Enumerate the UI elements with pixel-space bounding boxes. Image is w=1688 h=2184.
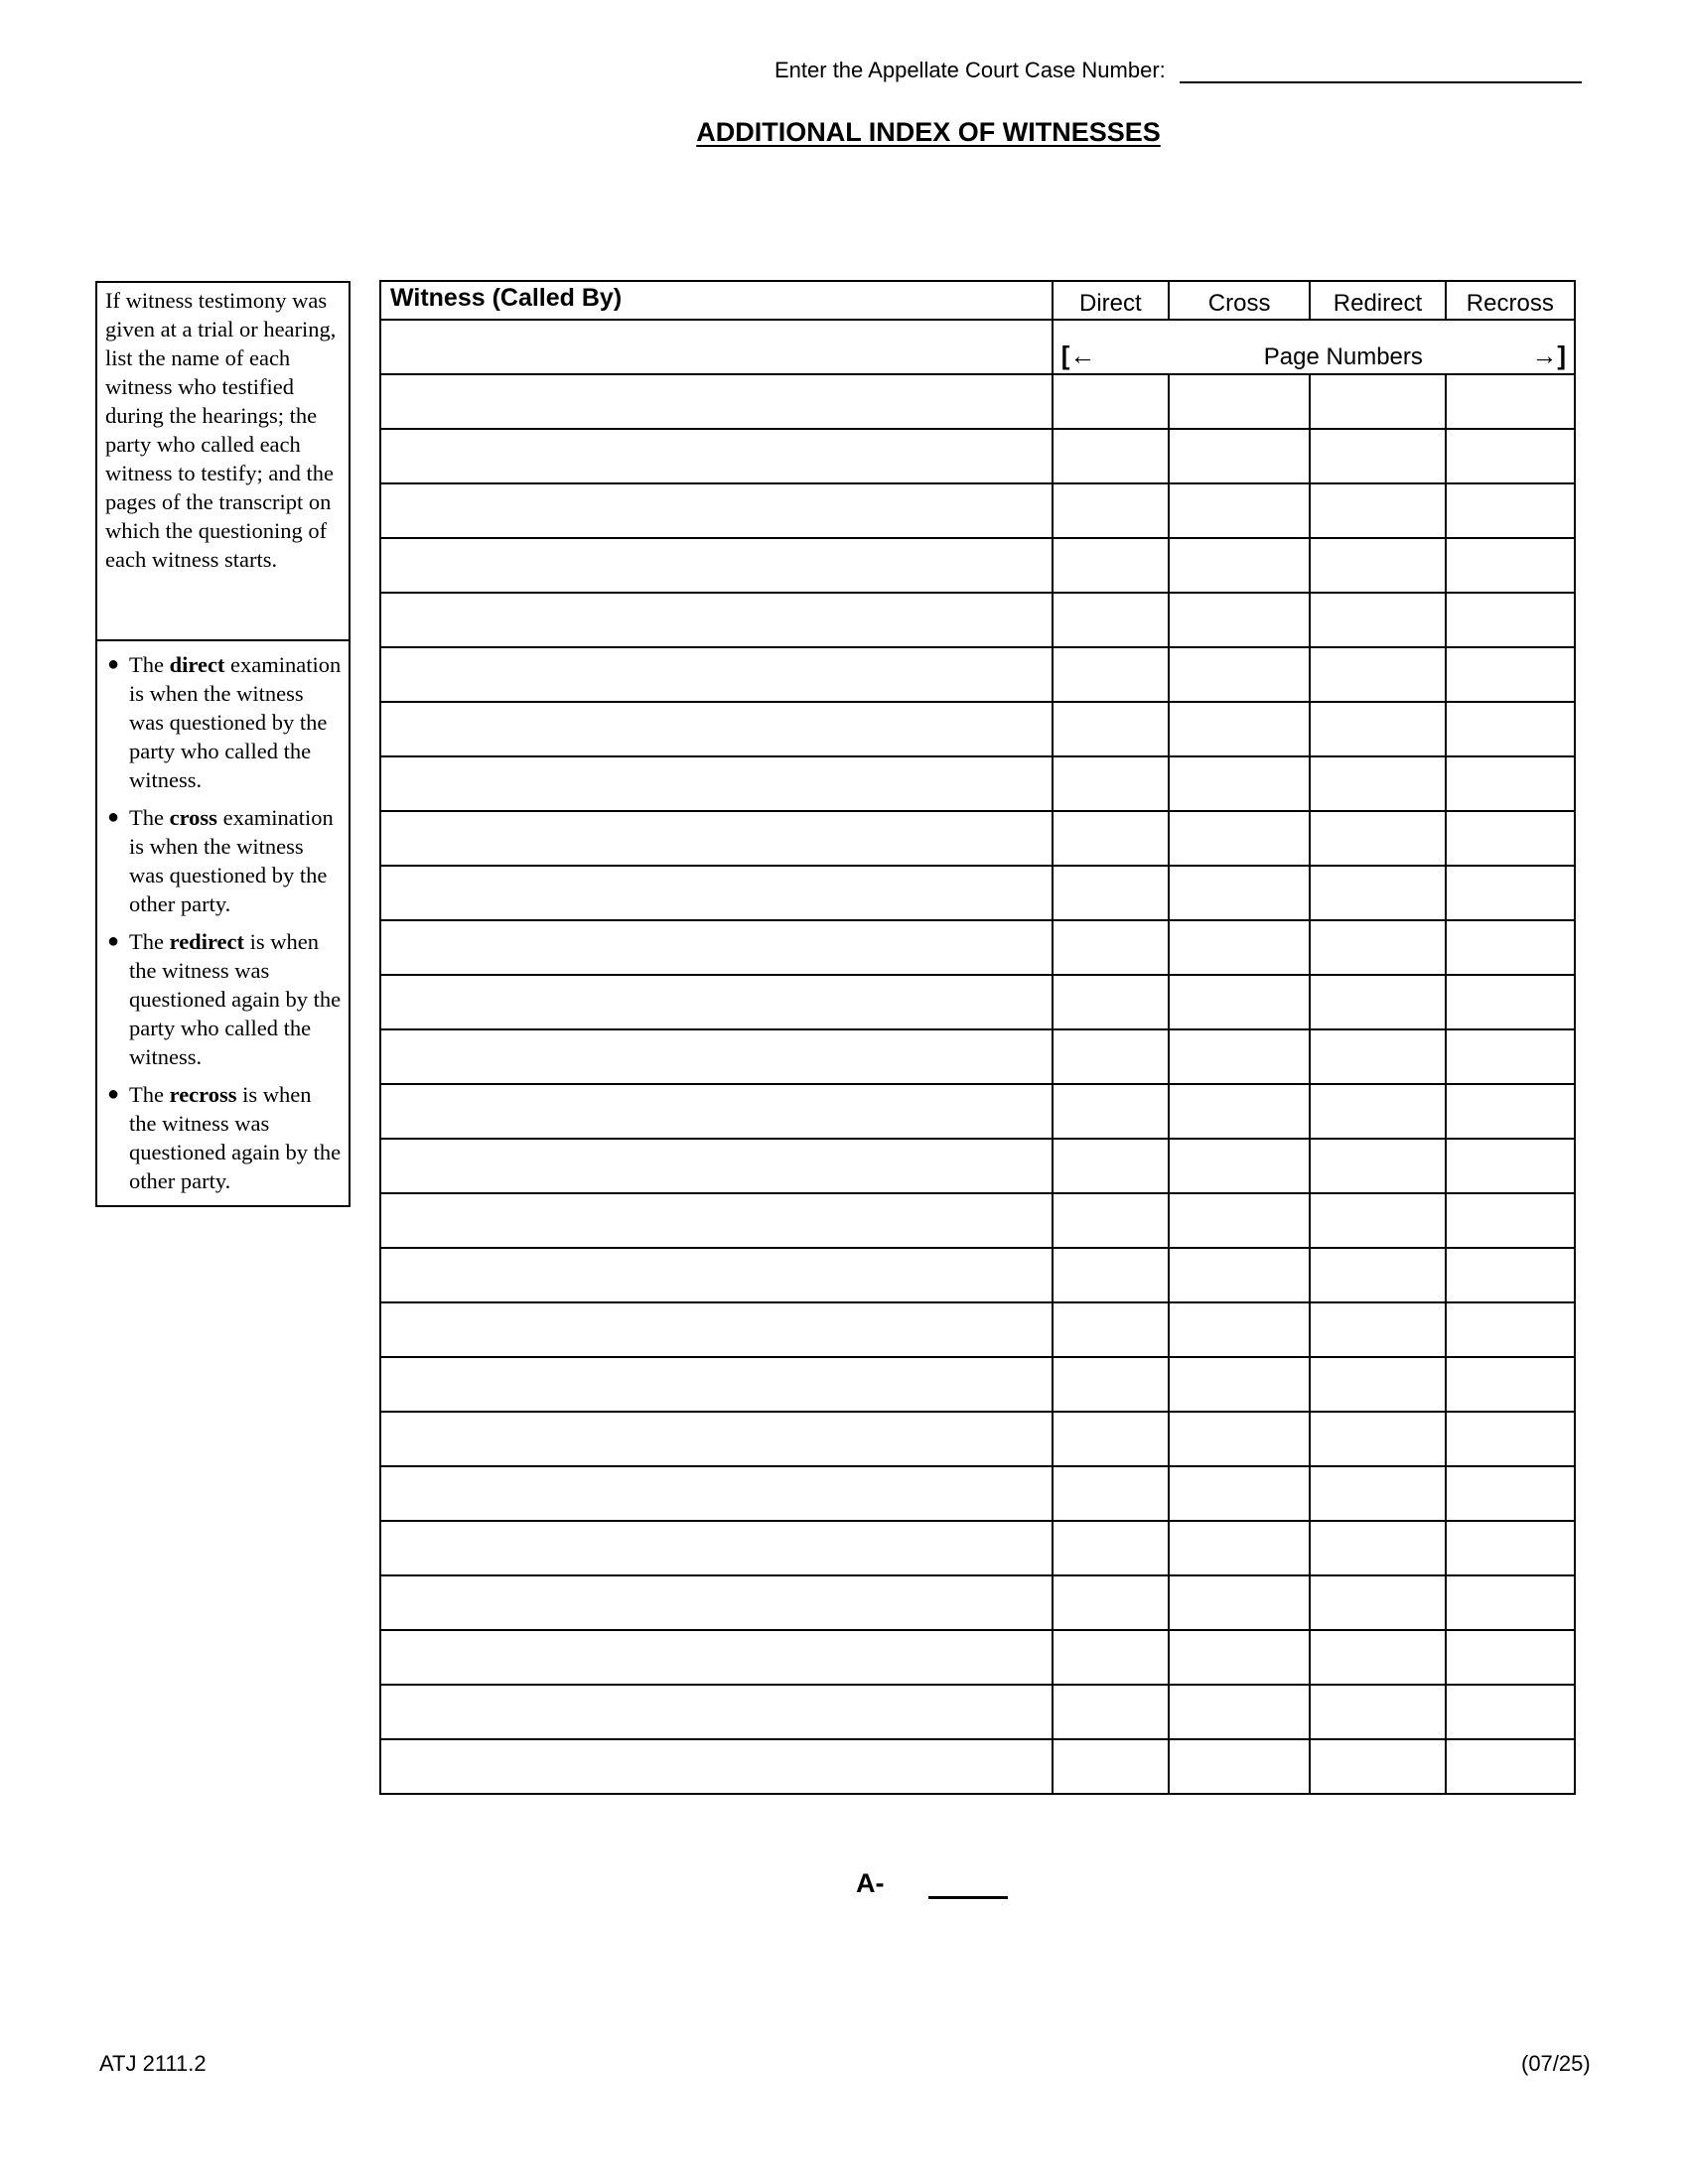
recross-page-cell[interactable] (1446, 975, 1575, 1029)
definition-redirect: ● The redirect is when the witness was questioned again by the party who called the witness. (107, 929, 342, 1069)
cross-page-cell[interactable] (1169, 811, 1310, 866)
cross-page-cell[interactable] (1169, 702, 1310, 756)
direct-page-cell[interactable] (1053, 1357, 1169, 1412)
table-row (380, 811, 1575, 866)
cross-page-cell[interactable] (1169, 756, 1310, 811)
witness-cell[interactable] (380, 1357, 1053, 1412)
witness-rows (380, 374, 1575, 1794)
witness-table (379, 280, 1576, 1795)
redirect-page-cell[interactable] (1310, 1575, 1445, 1630)
redirect-page-cell[interactable] (1310, 429, 1445, 483)
recross-page-cell[interactable] (1446, 1139, 1575, 1193)
table-row (380, 866, 1575, 920)
redirect-page-cell[interactable] (1310, 1302, 1445, 1357)
redirect-page-cell[interactable] (1310, 1193, 1445, 1248)
direct-page-cell[interactable] (1053, 429, 1169, 483)
recross-page-cell[interactable] (1446, 811, 1575, 866)
bullet-icon: ● (107, 1083, 120, 1105)
cross-page-cell[interactable] (1169, 1739, 1310, 1794)
direct-page-cell[interactable] (1053, 1685, 1169, 1739)
witness-cell[interactable] (380, 374, 1053, 429)
witness-cell[interactable] (380, 1466, 1053, 1521)
redirect-page-cell[interactable] (1310, 1739, 1445, 1794)
direct-column-header: Direct (1053, 281, 1169, 320)
table-row (380, 1357, 1575, 1412)
redirect-page-cell[interactable] (1310, 702, 1445, 756)
witness-cell[interactable] (380, 1029, 1053, 1084)
table-row (380, 1302, 1575, 1357)
table-row (380, 374, 1575, 429)
witness-cell[interactable] (380, 920, 1053, 975)
redirect-page-cell[interactable] (1310, 1084, 1445, 1139)
direct-page-cell[interactable] (1053, 1084, 1169, 1139)
direct-page-cell[interactable] (1053, 1139, 1169, 1193)
direct-page-cell[interactable] (1053, 1302, 1169, 1357)
redirect-page-cell[interactable] (1310, 1412, 1445, 1466)
table-row (380, 1193, 1575, 1248)
recross-page-cell[interactable] (1446, 593, 1575, 647)
witness-cell[interactable] (380, 1139, 1053, 1193)
table-row (380, 1084, 1575, 1139)
cross-page-cell[interactable] (1169, 593, 1310, 647)
direct-page-cell[interactable] (1053, 647, 1169, 702)
page-numbers-label: Page Numbers (1263, 343, 1423, 370)
redirect-page-cell[interactable] (1310, 483, 1445, 538)
cross-page-cell[interactable] (1169, 1302, 1310, 1357)
table-row (380, 538, 1575, 593)
table-row (380, 1575, 1575, 1630)
cross-page-cell[interactable] (1169, 647, 1310, 702)
witness-cell[interactable] (380, 1521, 1053, 1575)
witness-cell[interactable] (380, 811, 1053, 866)
recross-page-cell[interactable] (1446, 1084, 1575, 1139)
right-arrow-icon: →] (1531, 341, 1566, 370)
recross-page-cell[interactable] (1446, 1412, 1575, 1466)
witness-cell[interactable] (380, 1248, 1053, 1302)
page-number-field[interactable] (928, 1872, 1008, 1899)
definitions-list (97, 641, 349, 1205)
cross-page-cell[interactable] (1169, 1139, 1310, 1193)
table-row (380, 647, 1575, 702)
witness-cell[interactable] (380, 429, 1053, 483)
recross-page-cell[interactable] (1446, 866, 1575, 920)
table-row (380, 1630, 1575, 1685)
witness-cell[interactable] (380, 647, 1053, 702)
cross-page-cell[interactable] (1169, 1630, 1310, 1685)
redirect-page-cell[interactable] (1310, 1248, 1445, 1302)
cross-page-cell[interactable] (1169, 1466, 1310, 1521)
table-row (380, 1412, 1575, 1466)
direct-page-cell[interactable] (1053, 1029, 1169, 1084)
redirect-page-cell[interactable] (1310, 1521, 1445, 1575)
witness-cell[interactable] (380, 1412, 1053, 1466)
direct-page-cell[interactable] (1053, 538, 1169, 593)
left-arrow-icon: [← (1060, 341, 1096, 370)
direct-page-cell[interactable] (1053, 1739, 1169, 1794)
redirect-page-cell[interactable] (1310, 538, 1445, 593)
recross-page-cell[interactable] (1446, 1630, 1575, 1685)
cross-page-cell[interactable] (1169, 920, 1310, 975)
recross-page-cell[interactable] (1446, 429, 1575, 483)
bullet-icon: ● (107, 930, 120, 952)
recross-page-cell[interactable] (1446, 702, 1575, 756)
witness-cell[interactable] (380, 593, 1053, 647)
revision-date: (07/25) (1521, 2051, 1591, 2076)
table-row (380, 1029, 1575, 1084)
cross-page-cell[interactable] (1169, 538, 1310, 593)
form-id: ATJ 2111.2 (99, 2051, 207, 2076)
direct-page-cell[interactable] (1053, 866, 1169, 920)
direct-page-cell[interactable] (1053, 1466, 1169, 1521)
redirect-page-cell[interactable] (1310, 1630, 1445, 1685)
direct-page-cell[interactable] (1053, 1575, 1169, 1630)
case-number-label: Enter the Appellate Court Case Number: (774, 58, 1166, 82)
witness-cell[interactable] (380, 538, 1053, 593)
direct-page-cell[interactable] (1053, 920, 1169, 975)
direct-page-cell[interactable] (1053, 756, 1169, 811)
cross-page-cell[interactable] (1169, 1248, 1310, 1302)
table-row (380, 1248, 1575, 1302)
redirect-page-cell[interactable] (1310, 975, 1445, 1029)
direct-page-cell[interactable] (1053, 593, 1169, 647)
witness-cell[interactable] (380, 975, 1053, 1029)
recross-page-cell[interactable] (1446, 920, 1575, 975)
direct-page-cell[interactable] (1053, 975, 1169, 1029)
witness-cell[interactable] (380, 702, 1053, 756)
witness-cell[interactable] (380, 1739, 1053, 1794)
page-number-line (856, 1868, 1008, 1899)
direct-page-cell[interactable] (1053, 483, 1169, 538)
redirect-page-cell[interactable] (1310, 920, 1445, 975)
recross-page-cell[interactable] (1446, 1302, 1575, 1357)
definition-cross: ● The cross examination is when the witness was questioned by the other party. (107, 805, 334, 916)
redirect-page-cell[interactable] (1310, 1466, 1445, 1521)
redirect-page-cell[interactable] (1310, 1139, 1445, 1193)
table-row (380, 702, 1575, 756)
direct-page-cell[interactable] (1053, 1193, 1169, 1248)
definition-direct: ● The direct examination is when the witness was questioned by the party who called the witness. (107, 652, 342, 792)
table-row (380, 1521, 1575, 1575)
recross-page-cell[interactable] (1446, 1193, 1575, 1248)
direct-page-cell[interactable] (1053, 1412, 1169, 1466)
table-row (380, 1139, 1575, 1193)
direct-page-cell[interactable] (1053, 1248, 1169, 1302)
cross-page-cell[interactable] (1169, 1575, 1310, 1630)
recross-page-cell[interactable] (1446, 756, 1575, 811)
table-row (380, 429, 1575, 483)
page-prefix: A- (856, 1868, 885, 1898)
redirect-page-cell[interactable] (1310, 647, 1445, 702)
redirect-page-cell[interactable] (1310, 756, 1445, 811)
recross-page-cell[interactable] (1446, 1739, 1575, 1794)
cross-page-cell[interactable] (1169, 975, 1310, 1029)
cross-page-cell[interactable] (1169, 1193, 1310, 1248)
direct-page-cell[interactable] (1053, 1521, 1169, 1575)
redirect-column-header: Redirect (1310, 281, 1445, 320)
redirect-page-cell[interactable] (1310, 374, 1445, 429)
direct-page-cell[interactable] (1053, 374, 1169, 429)
case-number-field[interactable] (1180, 62, 1582, 83)
cross-page-cell[interactable] (1169, 1685, 1310, 1739)
cross-page-cell[interactable] (1169, 1412, 1310, 1466)
bullet-icon: ● (107, 653, 120, 675)
redirect-page-cell[interactable] (1310, 1685, 1445, 1739)
cross-page-cell[interactable] (1169, 1029, 1310, 1084)
table-row (380, 1739, 1575, 1794)
redirect-page-cell[interactable] (1310, 1029, 1445, 1084)
recross-page-cell[interactable] (1446, 1357, 1575, 1412)
page-numbers-caption (1053, 320, 1575, 374)
redirect-page-cell[interactable] (1310, 811, 1445, 866)
cross-page-cell[interactable] (1169, 1357, 1310, 1412)
table-row (380, 1466, 1575, 1521)
redirect-page-cell[interactable] (1310, 866, 1445, 920)
table-row (380, 756, 1575, 811)
header-spacer (380, 320, 1053, 374)
cross-page-cell[interactable] (1169, 374, 1310, 429)
recross-page-cell[interactable] (1446, 1521, 1575, 1575)
witness-cell[interactable] (380, 1575, 1053, 1630)
table-row (380, 593, 1575, 647)
cross-page-cell[interactable] (1169, 483, 1310, 538)
recross-column-header: Recross (1446, 281, 1575, 320)
recross-page-cell[interactable] (1446, 538, 1575, 593)
definition-recross: ● The recross is when the witness was questioned again by the other party. (107, 1082, 342, 1193)
table-header-row (380, 281, 1575, 320)
page-title: ADDITIONAL INDEX OF WITNESSES (696, 117, 1161, 147)
bullet-icon: ● (107, 806, 120, 828)
recross-page-cell[interactable] (1446, 1575, 1575, 1630)
case-number-line (774, 58, 1589, 83)
sidebar-intro: If witness testimony was given at a trial or hearing, list the name of each witness who testified during the hearings; the party who called each witness to testify; and the pages of the transcript on which the questioning of each witness starts. (97, 283, 349, 641)
witness-cell[interactable] (380, 483, 1053, 538)
recross-page-cell[interactable] (1446, 1029, 1575, 1084)
recross-page-cell[interactable] (1446, 483, 1575, 538)
cross-page-cell[interactable] (1169, 1521, 1310, 1575)
recross-page-cell[interactable] (1446, 1466, 1575, 1521)
recross-page-cell[interactable] (1446, 1248, 1575, 1302)
witness-cell[interactable] (380, 1193, 1053, 1248)
table-row (380, 1685, 1575, 1739)
recross-page-cell[interactable] (1446, 647, 1575, 702)
page-numbers-row (380, 320, 1575, 374)
table-row (380, 975, 1575, 1029)
instructions-sidebar (95, 281, 351, 1207)
cross-column-header: Cross (1169, 281, 1310, 320)
witness-cell[interactable] (380, 866, 1053, 920)
witness-column-header: Witness (Called By) (380, 281, 1053, 320)
direct-page-cell[interactable] (1053, 811, 1169, 866)
witness-cell[interactable] (380, 1630, 1053, 1685)
table-row (380, 483, 1575, 538)
redirect-page-cell[interactable] (1310, 1357, 1445, 1412)
cross-page-cell[interactable] (1169, 1084, 1310, 1139)
cross-page-cell[interactable] (1169, 429, 1310, 483)
direct-page-cell[interactable] (1053, 1630, 1169, 1685)
redirect-page-cell[interactable] (1310, 593, 1445, 647)
recross-page-cell[interactable] (1446, 374, 1575, 429)
recross-page-cell[interactable] (1446, 1685, 1575, 1739)
witness-cell[interactable] (380, 1084, 1053, 1139)
direct-page-cell[interactable] (1053, 702, 1169, 756)
witness-cell[interactable] (380, 756, 1053, 811)
witness-cell[interactable] (380, 1685, 1053, 1739)
cross-page-cell[interactable] (1169, 866, 1310, 920)
table-row (380, 920, 1575, 975)
witness-cell[interactable] (380, 1302, 1053, 1357)
